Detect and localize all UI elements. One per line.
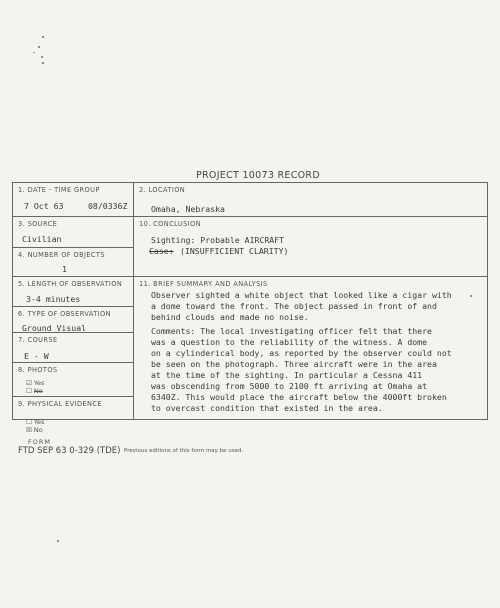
row-divider bbox=[12, 276, 133, 277]
row-divider bbox=[12, 362, 133, 363]
conclusion-struck-word: Case: bbox=[149, 246, 174, 256]
scan-speck bbox=[42, 36, 44, 38]
form-border-top bbox=[12, 182, 488, 183]
photos-no-option bbox=[26, 387, 43, 395]
length-of-observation-value: 3-4 minutes bbox=[26, 294, 81, 304]
row-divider bbox=[12, 306, 133, 307]
source-value: Civilian bbox=[22, 234, 62, 244]
summary-line: 6340Z. This would place the aircraft below the 4000ft broken bbox=[151, 392, 447, 402]
checkbox-mark: ☐ bbox=[26, 387, 32, 395]
checkbox-mark: ☒ bbox=[26, 426, 32, 434]
summary-line: at the time of the sighting. In particular a Cessna 411 bbox=[151, 370, 423, 380]
number-of-objects-value: 1 bbox=[62, 264, 67, 274]
column-divider bbox=[133, 182, 134, 420]
photos-no-label: No bbox=[33, 387, 43, 395]
conclusion-line1: Sighting: Probable AIRCRAFT bbox=[151, 235, 285, 245]
scan-speck bbox=[33, 52, 35, 53]
date-value: 7 Oct 63 bbox=[24, 201, 64, 211]
form-border-right bbox=[487, 182, 488, 420]
photos-label: 8. PHOTOS bbox=[18, 366, 58, 374]
form-word: FORM bbox=[28, 438, 51, 446]
physical-evidence-no-label: No bbox=[33, 426, 43, 434]
length-of-observation-label: 5. LENGTH OF OBSERVATION bbox=[18, 280, 123, 288]
number-of-objects-label: 4. NUMBER OF OBJECTS bbox=[18, 251, 105, 259]
type-of-observation-label: 6. TYPE OF OBSERVATION bbox=[18, 310, 111, 318]
photos-yes-label: Yes bbox=[33, 379, 45, 387]
checkbox-mark: ☐ bbox=[26, 418, 32, 426]
physical-evidence-label: 9. PHYSICAL EVIDENCE bbox=[18, 400, 102, 408]
summary-line: be seen on the photograph. Three aircraft were in the area bbox=[151, 359, 437, 369]
form-id: FTD SEP 63 0-329 (TDE) bbox=[18, 446, 121, 456]
date-time-label: 1. DATE - TIME GROUP bbox=[18, 186, 100, 194]
conclusion-label: 10. CONCLUSION bbox=[139, 220, 201, 228]
physical-evidence-yes-option bbox=[26, 418, 44, 426]
summary-line: on a cylinderical body, as reported by the observer could not bbox=[151, 348, 452, 358]
photos-yes-option bbox=[26, 379, 44, 387]
row-divider bbox=[133, 216, 488, 217]
record-form bbox=[12, 182, 488, 434]
scan-speck bbox=[41, 56, 43, 58]
row-divider bbox=[12, 247, 133, 248]
time-value: 08/0336Z bbox=[88, 201, 128, 211]
physical-evidence-yes-label: Yes bbox=[33, 418, 45, 426]
summary-line: Comments: The local investigating officer felt that there bbox=[151, 326, 432, 336]
form-notice: Previous editions of this form may be used. bbox=[124, 448, 244, 454]
course-value: E - W bbox=[24, 351, 49, 361]
summary-label: 11. BRIEF SUMMARY AND ANALYSIS bbox=[139, 280, 268, 288]
summary-paragraph-1 bbox=[151, 290, 452, 323]
source-label: 3. SOURCE bbox=[18, 220, 58, 228]
checkbox-mark: ☑ bbox=[26, 379, 32, 387]
physical-evidence-no-option bbox=[26, 426, 43, 434]
scan-speck bbox=[42, 62, 44, 64]
summary-line: was obscending from 5000 to 2100 ft arriving at Omaha at bbox=[151, 381, 428, 391]
summary-paragraph-2 bbox=[151, 326, 452, 414]
form-border-bottom bbox=[12, 419, 488, 420]
row-divider bbox=[133, 276, 488, 277]
scan-speck bbox=[57, 540, 59, 542]
conclusion-line2: (INSUFFICIENT CLARITY) bbox=[180, 246, 289, 256]
summary-line: was a question to the reliability of the witness. A dome bbox=[151, 337, 428, 347]
row-divider bbox=[12, 216, 133, 217]
summary-line: a dome toward the front. The object passed in front of and bbox=[151, 301, 437, 311]
scan-speck bbox=[38, 46, 40, 48]
course-label: 7. COURSE bbox=[18, 336, 58, 344]
location-value: Omaha, Nebraska bbox=[151, 204, 225, 214]
type-of-observation-value: Ground Visual bbox=[22, 323, 87, 333]
form-border-left bbox=[12, 182, 13, 420]
summary-line: Observer sighted a white object that looked like a cigar with bbox=[151, 290, 452, 300]
summary-line: behind clouds and made no noise. bbox=[151, 312, 309, 322]
summary-line: to overcast condition that existed in the area. bbox=[151, 403, 383, 413]
page-title: PROJECT 10073 RECORD bbox=[196, 170, 320, 181]
location-label: 2. LOCATION bbox=[139, 186, 186, 194]
row-divider bbox=[12, 396, 133, 397]
